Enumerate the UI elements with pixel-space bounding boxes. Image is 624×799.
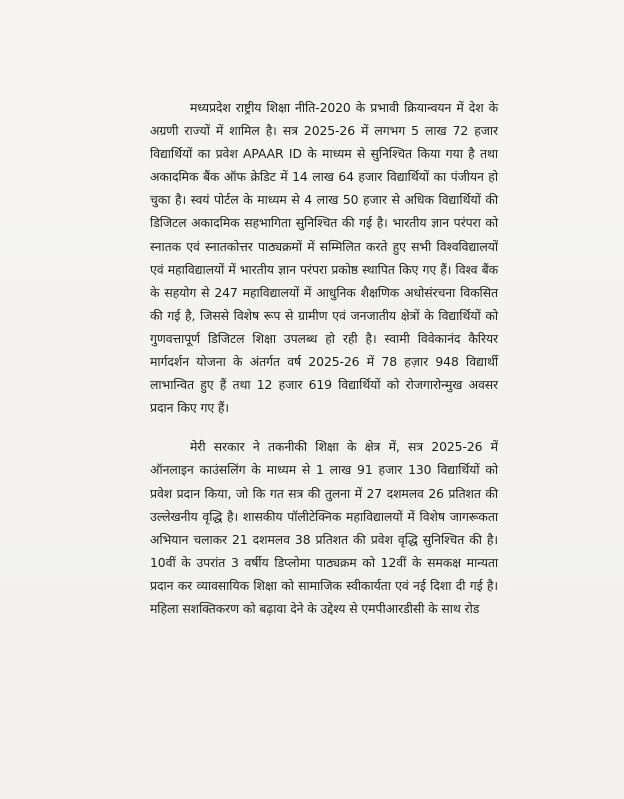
document-body: [150, 96, 498, 620]
paragraph-technical-education: मेरी सरकार ने तकनीकी शिक्षा के क्षेत्र में, सत्र 2025-26 में ऑनलाइन काउंसलिंग के माध्यम से 1 लाख 91 हजार 130 विद्यार्थियों को प्रवेश प्रदान किया, जो कि गत सत्र की तुलना में 27 दशमलव 26 प्रतिशत की उल्लेखनीय वृद्धि है। शासकीय पॉलीटेक्निक महाविद्यालयों में विशेष जागरूकता अभियान चलाकर 21 दशमलव 38 प्रतिशत की प्रवेश वृद्धि सुनिश्चित की है। 10वीं के उपरांत 3 वर्षीय डिप्लोमा पाठ्यक्रम को 12वीं के समकक्ष मान्यता प्रदान कर व्यावसायिक शिक्षा को सामाजिक स्वीकार्यता एवं नई दिशा दी गई है। महिला सशक्तिकरण को बढ़ावा देने के उद्देश्य से एमपीआरडीसी के साथ रोड: [150, 439, 498, 616]
paragraph-higher-education: मध्यप्रदेश राष्ट्रीय शिक्षा नीति-2020 के प्रभावी क्रियान्वयन में देश के अग्रणी राज्यों में शामिल है। सत्र 2025-26 में लगभग 5 लाख 72 हजार विद्यार्थियों का प्रवेश APAAR ID के माध्यम से सुनिश्चित किया गया है तथा अकादमिक बैंक ऑफ क्रेडिट में 14 लाख 64 हजार विद्यार्थियों का पंजीयन हो चुका है। स्वयं पोर्टल के माध्यम से 4 लाख 50 हजार से अधिक विद्यार्थियों की डिजिटल अकादमिक सहभागिता सुनिश्चित की गई है। भारतीय ज्ञान परंपरा को स्नातक एवं स्नातकोत्तर पाठ्यक्रमों में सम्मिलित करते हुए सभी विश्वविद्यालयों एवं महाविद्यालयों में भारतीय ज्ञान परंपरा प्रकोष्ठ स्थापित किए गए हैं। विश्व बैंक के सहयोग से 247 महाविद्यालयों में आधुनिक शैक्षणिक अधोसंरचना विकसित की गई है, जिससे विशेष रूप से ग्रामीण एवं जनजातीय क्षेत्रों के विद्यार्थियों को गुणवत्तापूर्ण डिजिटल शिक्षा उपलब्ध हो रही है। स्वामी विवेकानंद कैरियर मार्गदर्शन योजना के अंतर्गत वर्ष 2025-26 में 78 हज़ार 948 विद्यार्थी लाभान्वित हुए हैं तथा 12 हजार 619 विद्यार्थियों को रोजगारोन्मुख अवसर प्रदान किए गए हैं।: [150, 100, 498, 416]
